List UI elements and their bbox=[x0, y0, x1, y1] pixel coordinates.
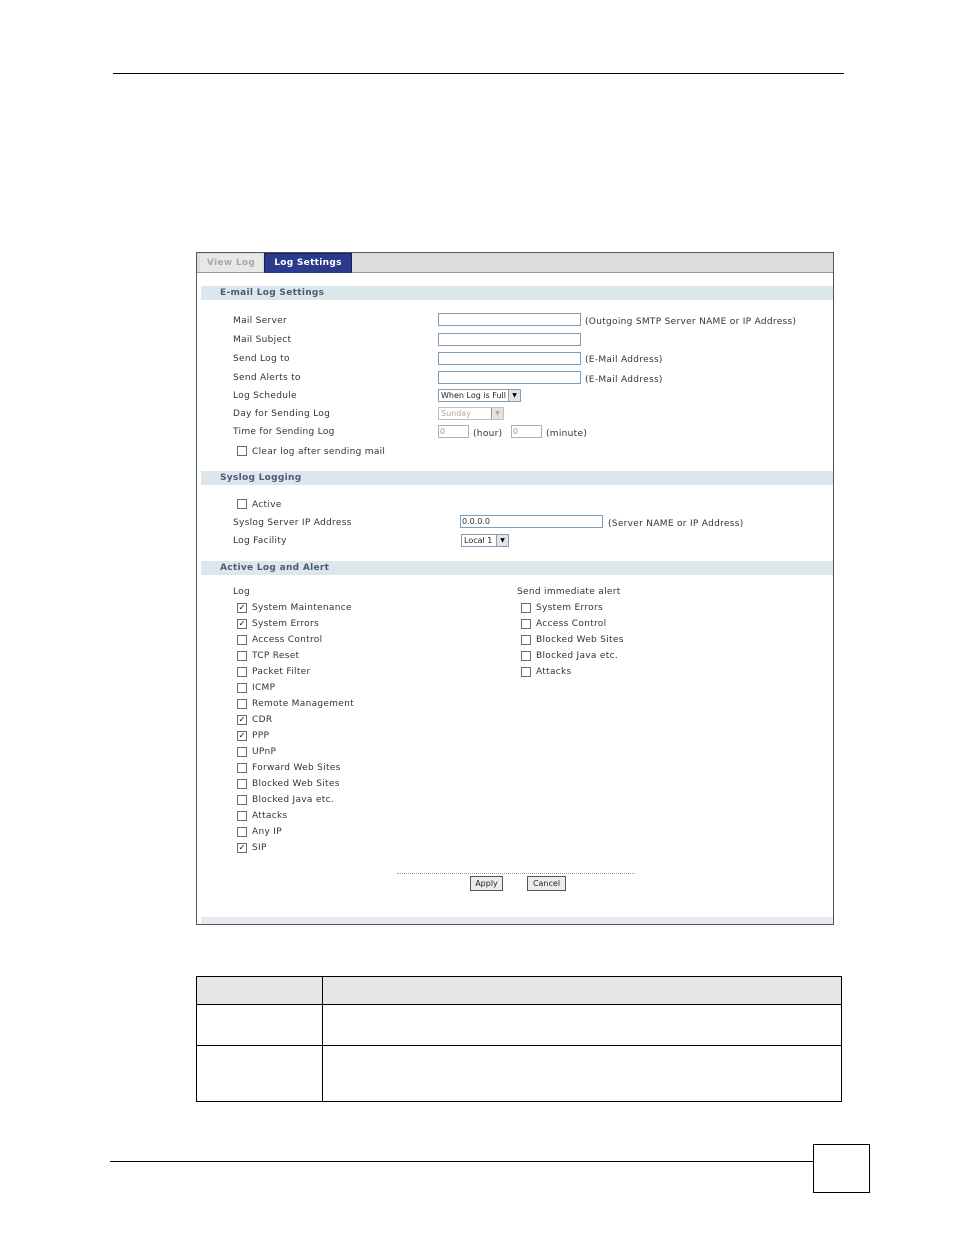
bottom-strip bbox=[201, 917, 833, 924]
log-item-label: TCP Reset bbox=[252, 651, 300, 661]
cancel-button[interactable]: Cancel bbox=[527, 876, 566, 891]
clear-log-checkbox[interactable] bbox=[237, 446, 247, 456]
day-select[interactable] bbox=[438, 407, 504, 420]
log-item-checkbox[interactable] bbox=[237, 779, 247, 789]
table-cell bbox=[197, 1046, 323, 1102]
syslog-server-ip-hint: (Server NAME or IP Address) bbox=[608, 519, 744, 529]
alert-item-label: Blocked Java etc. bbox=[536, 651, 618, 661]
log-item-label: Remote Management bbox=[252, 699, 354, 709]
send-alerts-to-input[interactable] bbox=[438, 371, 581, 384]
log-item-label: Access Control bbox=[252, 635, 323, 645]
alert-item-label: Blocked Web Sites bbox=[536, 635, 624, 645]
log-item-checkbox[interactable]: ✓ bbox=[238, 603, 246, 612]
send-alerts-to-hint: (E-Mail Address) bbox=[585, 375, 663, 385]
log-item-checkbox[interactable] bbox=[237, 747, 247, 757]
table-cell bbox=[197, 1005, 323, 1046]
log-schedule-select[interactable] bbox=[438, 389, 521, 402]
alert-item-checkbox[interactable] bbox=[521, 651, 531, 661]
log-item-checkbox[interactable] bbox=[237, 699, 247, 709]
header-rule bbox=[113, 73, 844, 74]
syslog-server-ip-label: Syslog Server IP Address bbox=[233, 518, 352, 528]
log-item-label: Forward Web Sites bbox=[252, 763, 341, 773]
log-item-label: ICMP bbox=[252, 683, 276, 693]
log-item-label: Attacks bbox=[252, 811, 288, 821]
time-for-sending-log-label: Time for Sending Log bbox=[233, 427, 335, 437]
tab-log-settings[interactable]: Log Settings bbox=[264, 253, 352, 273]
syslog-section-header bbox=[201, 471, 833, 485]
send-log-to-input[interactable] bbox=[438, 352, 581, 365]
send-alerts-to-label: Send Alerts to bbox=[233, 373, 301, 383]
mail-subject-input[interactable] bbox=[438, 333, 581, 346]
syslog-active-label: Active bbox=[252, 500, 282, 510]
mail-server-input[interactable] bbox=[438, 313, 581, 326]
log-item-checkbox[interactable] bbox=[237, 651, 247, 661]
log-item-label: Blocked Web Sites bbox=[252, 779, 340, 789]
log-item-label: System Errors bbox=[252, 619, 319, 629]
syslog-section-title: Syslog Logging bbox=[220, 473, 302, 483]
chevron-down-icon: ▼ bbox=[508, 390, 520, 401]
alert-item-checkbox[interactable] bbox=[521, 603, 531, 613]
chevron-down-icon: ▼ bbox=[496, 535, 508, 546]
log-facility-label: Log Facility bbox=[233, 536, 287, 546]
send-log-to-hint: (E-Mail Address) bbox=[585, 355, 663, 365]
log-item-label: System Maintenance bbox=[252, 603, 352, 613]
day-for-sending-log-label: Day for Sending Log bbox=[233, 409, 331, 419]
alert-item-label: Access Control bbox=[536, 619, 607, 629]
log-item-checkbox[interactable] bbox=[237, 827, 247, 837]
log-item-checkbox[interactable]: ✓ bbox=[238, 731, 246, 740]
hour-unit: (hour) bbox=[473, 429, 503, 439]
table-row bbox=[197, 1046, 842, 1102]
log-item-checkbox[interactable] bbox=[237, 795, 247, 805]
log-column-header: Log bbox=[233, 587, 250, 597]
chevron-down-icon: ▼ bbox=[491, 408, 503, 419]
alert-item-checkbox[interactable] bbox=[521, 635, 531, 645]
alert-item-checkbox[interactable] bbox=[521, 619, 531, 629]
tab-bar bbox=[197, 253, 833, 273]
log-item-checkbox[interactable] bbox=[237, 683, 247, 693]
syslog-active-checkbox[interactable] bbox=[237, 499, 247, 509]
table-header-cell bbox=[197, 977, 323, 1005]
description-table bbox=[196, 976, 842, 1102]
log-facility-select[interactable] bbox=[461, 534, 509, 547]
send-log-to-label: Send Log to bbox=[233, 354, 290, 364]
alert-item-label: Attacks bbox=[536, 667, 572, 677]
button-divider bbox=[397, 873, 635, 874]
log-item-checkbox[interactable] bbox=[237, 667, 247, 677]
log-facility-value: Local 1 bbox=[464, 536, 493, 545]
minute-unit: (minute) bbox=[546, 429, 588, 439]
mail-server-hint: (Outgoing SMTP Server NAME or IP Address) bbox=[585, 317, 797, 327]
alert-item-label: System Errors bbox=[536, 603, 603, 613]
page-number-box bbox=[813, 1144, 870, 1193]
clear-log-label: Clear log after sending mail bbox=[252, 447, 386, 457]
log-item-label: Packet Filter bbox=[252, 667, 311, 677]
day-value: Sunday bbox=[441, 409, 471, 418]
log-schedule-label: Log Schedule bbox=[233, 391, 297, 401]
email-section-header bbox=[201, 286, 833, 300]
log-item-checkbox[interactable] bbox=[237, 763, 247, 773]
log-item-label: UPnP bbox=[252, 747, 277, 757]
mail-subject-label: Mail Subject bbox=[233, 335, 292, 345]
log-settings-screen bbox=[196, 252, 834, 925]
log-item-checkbox[interactable] bbox=[237, 811, 247, 821]
footer-rule bbox=[110, 1161, 814, 1162]
tab-view-log[interactable]: View Log bbox=[200, 254, 262, 272]
log-schedule-value: When Log is Full bbox=[441, 391, 506, 400]
table-row bbox=[197, 1005, 842, 1046]
apply-button[interactable]: Apply bbox=[470, 876, 503, 891]
alert-column-header: Send immediate alert bbox=[517, 587, 621, 597]
log-item-label: SIP bbox=[252, 843, 267, 853]
log-item-label: Any IP bbox=[252, 827, 282, 837]
table-cell bbox=[323, 1005, 842, 1046]
email-section-title: E-mail Log Settings bbox=[220, 288, 325, 298]
alert-section-title: Active Log and Alert bbox=[220, 563, 330, 573]
minute-input[interactable]: 0 bbox=[511, 425, 542, 438]
log-item-label: CDR bbox=[252, 715, 273, 725]
alert-section-header bbox=[201, 561, 833, 575]
log-item-label: Blocked Java etc. bbox=[252, 795, 334, 805]
log-item-checkbox[interactable] bbox=[237, 635, 247, 645]
table-header-row bbox=[197, 977, 842, 1005]
table-header-cell bbox=[323, 977, 842, 1005]
hour-input[interactable]: 0 bbox=[438, 425, 469, 438]
alert-item-checkbox[interactable] bbox=[521, 667, 531, 677]
log-item-checkbox[interactable]: ✓ bbox=[238, 715, 246, 724]
syslog-server-ip-input[interactable]: 0.0.0.0 bbox=[460, 515, 603, 528]
log-item-checkbox[interactable]: ✓ bbox=[238, 619, 246, 628]
mail-server-label: Mail Server bbox=[233, 316, 287, 326]
log-item-label: PPP bbox=[252, 731, 270, 741]
table-cell bbox=[323, 1046, 842, 1102]
log-item-checkbox[interactable]: ✓ bbox=[238, 843, 246, 852]
